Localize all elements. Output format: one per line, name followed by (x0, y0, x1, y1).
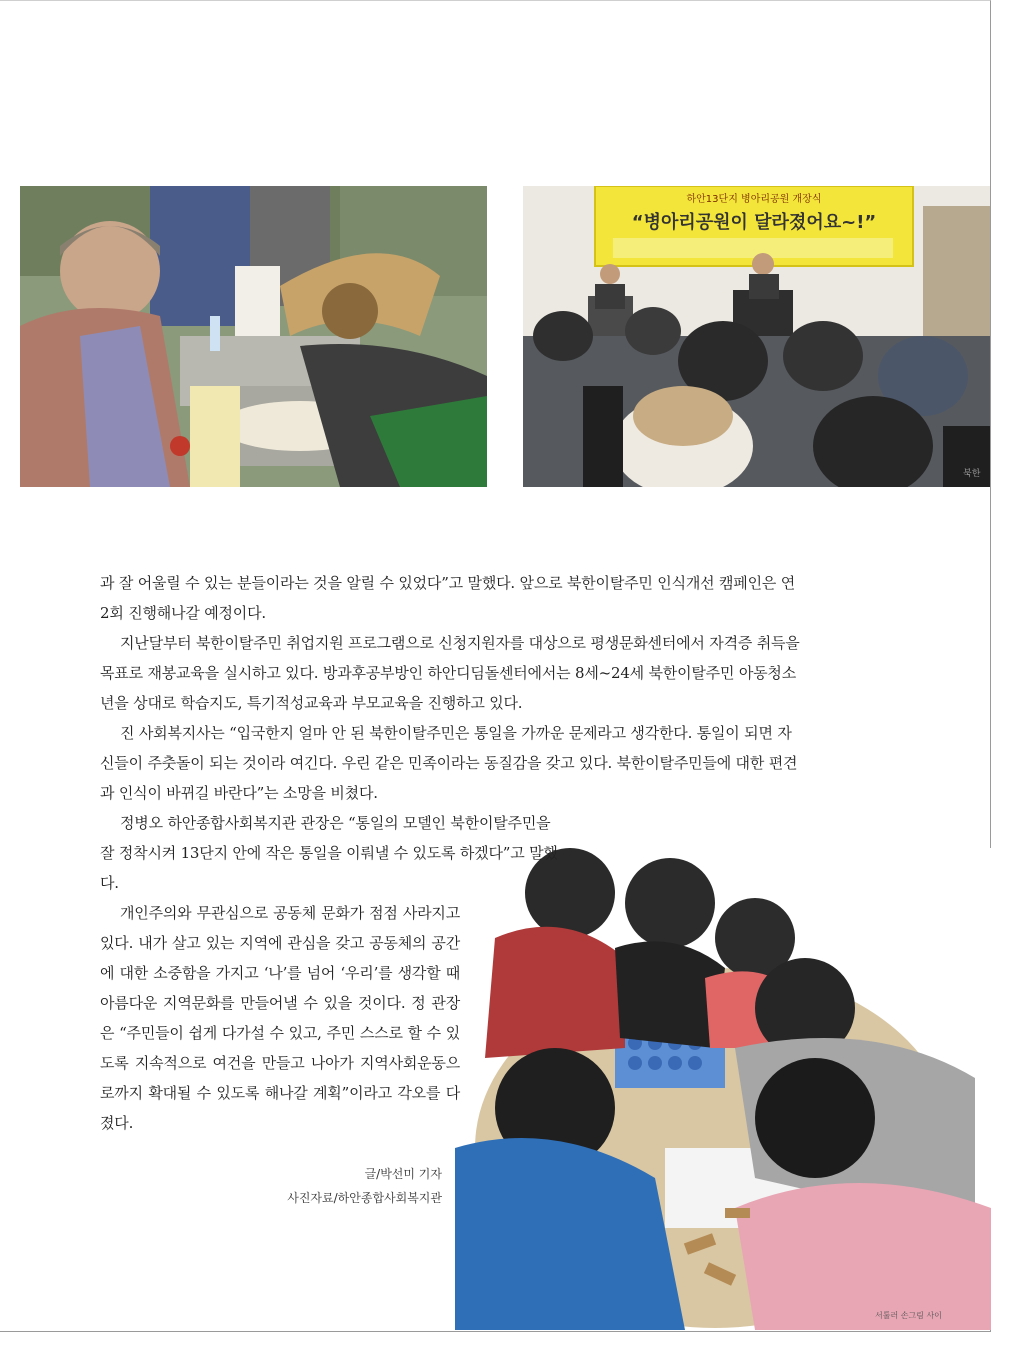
byline-writer: 글/박선미 기자 (364, 1167, 442, 1181)
article-paragraph-2: 지난달부터 북한이탈주민 취업지원 프로그램으로 신청지원자를 대상으로 평생문화센터에서 자격증 취득을 목표로 재봉교육을 실시하고 있다. 방과후공부방인 하안디딤돌센터에서는 8세~24세 북한이탈주민 아동청소년을 상대로 학습지도, 특기적성교육과 부모교육을 진행하고 있다. (100, 634, 800, 712)
article-paragraph-3: 진 사회복지사는 “입국한지 얼마 안 된 북한이탈주민은 통일을 가까운 문제라고 생각한다. 통일이 되면 자신들이 주춧돌이 되는 것이라 여긴다. 우린 같은 민족이라는 동질감을 갖고 있다. 북한이탈주민들에 대한 편견과 인식이 바뀌길 바란다”는 소망을 비쳤다. (100, 724, 798, 802)
banner-title-text: “병아리공원이 달라졌어요~!” (631, 212, 877, 233)
byline (287, 1162, 442, 1210)
photo-market-food-stall (20, 186, 487, 487)
byline-photo-credit: 사진자료/하안종합사회복지관 (287, 1191, 442, 1205)
photo-signature: 서툴러 손그림 사이 (875, 1311, 942, 1320)
article-paragraph-5: 개인주의와 무관심으로 공동체 문화가 점점 사라지고 있다. 내가 살고 있는 지역에 관심을 갖고 공동체의 공간에 대한 소중함을 가지고 ‘나’를 넘어 ‘우리’를 생각할 때 아름다운 지역문화를 만들어낼 수 있을 것이다. 정 관장은 “주민들이 쉽게 다가설 수 있고, 주민 스스로 할 수 있도록 지속적으로 여건을 만들고 나아가 지역사회운동으로까지 확대될 수 있도록 해나갈 계획”이라고 각오를 다졌다. (100, 904, 460, 1132)
photo-seminar-room (523, 186, 990, 487)
article-body (100, 568, 800, 1138)
article-paragraph-1: 과 잘 어울릴 수 있는 분들이라는 것을 알릴 수 있었다”고 말했다. 앞으로 북한이탈주민 인식개선 캠페인은 연 2회 진행해나갈 예정이다. (100, 574, 796, 622)
banner-top-text: 하안13단지 병아리공원 개장식 (686, 194, 822, 205)
chair-text: 북한 (963, 469, 981, 479)
article-paragraph-4: 정병오 하안종합사회복지관 관장은 “통일의 모델인 북한이탈주민을 잘 정착시켜 13단지 안에 작은 통일을 이뤄낼 수 있도록 하겠다”고 말했다. (100, 814, 558, 892)
